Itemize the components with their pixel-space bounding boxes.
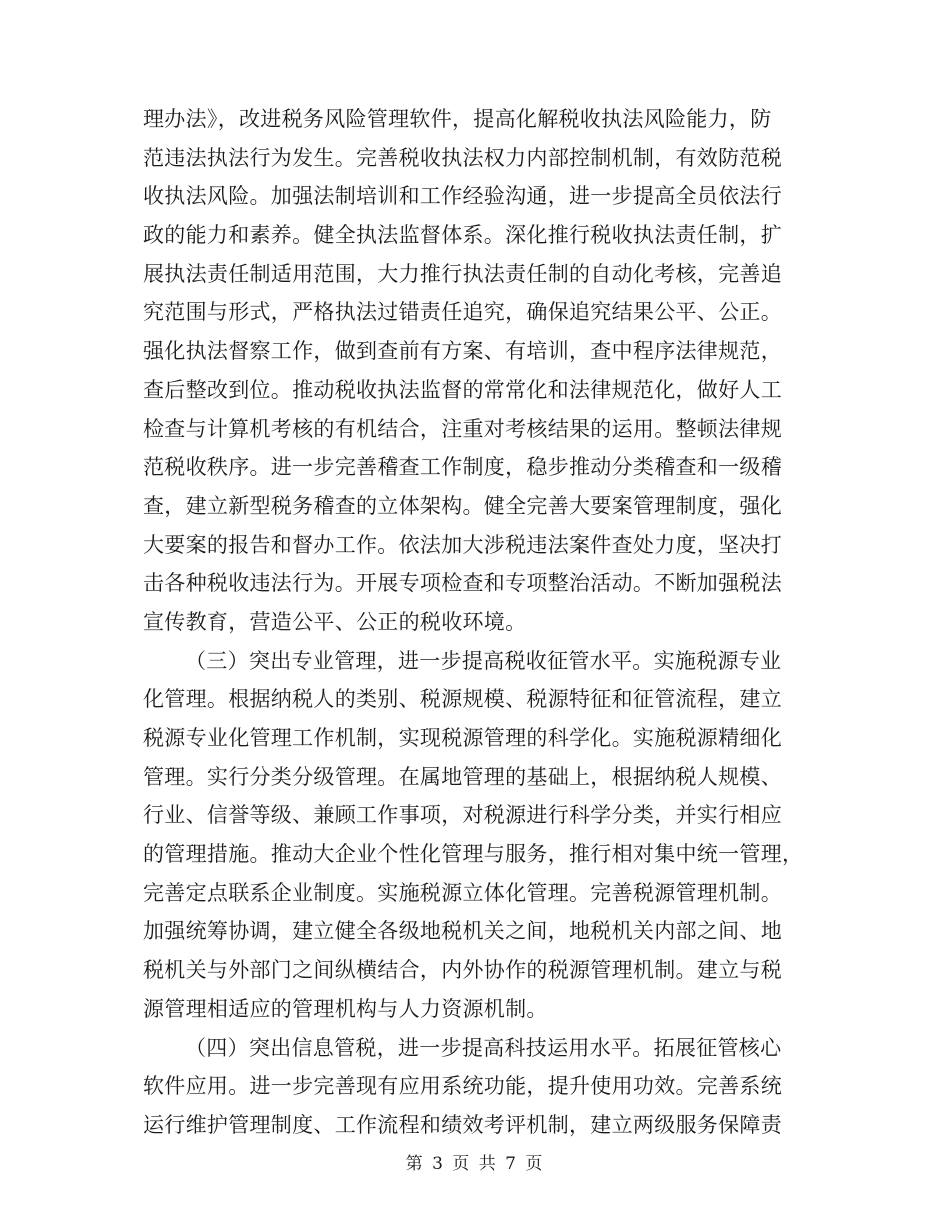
text-line: 税源专业化管理工作机制，实现税源管理的科学化。实施税源精细化 [143, 726, 782, 750]
text-line: 强化执法督察工作，做到查前有方案、有培训，查中程序法律规范， [143, 339, 782, 364]
text-line: 范税收秩序。进一步完善稽查工作制度，稳步推动分类稽查和一级稽 [143, 455, 782, 480]
text-line: 的管理措施。推动大企业个性化管理与服务，推行相对集中统一管理， [143, 842, 804, 867]
text-line: 检查与计算机考核的有机结合，注重对考核结果的运用。整顿法律规 [143, 416, 782, 441]
document-body [143, 100, 807, 1145]
text-line: （三）突出专业管理，进一步提高税收征管水平。实施税源专业 [185, 648, 782, 673]
text-line: 软件应用。进一步完善现有应用系统功能，提升使用功效。完善系统 [143, 1074, 782, 1099]
text-line: 展执法责任制适用范围，大力推行执法责任制的自动化考核，完善追 [143, 261, 782, 286]
text-line: 收执法风险。加强法制培训和工作经验沟通，进一步提高全员依法行 [143, 184, 782, 209]
text-line: 行业、信誉等级、兼顾工作事项，对税源进行科学分类，并实行相应 [143, 803, 782, 828]
text-line: 理办法》，改进税务风险管理软件，提高化解税收执法风险能力，防 [143, 107, 772, 131]
page-number-footer: 第 3 页 共 7 页 [405, 1154, 545, 1174]
text-line: 范违法执法行为发生。完善税收执法权力内部控制机制，有效防范税 [143, 145, 782, 170]
text-line: 击各种税收违法行为。开展专项检查和专项整治活动。不断加强税法 [143, 571, 782, 596]
text-line: 查，建立新型税务稽查的立体架构。健全完善大要案管理制度，强化 [143, 493, 782, 518]
text-line: 宣传教育，营造公平、公正的税收环境。 [143, 609, 527, 634]
text-line: 政的能力和素养。健全执法监督体系。深化推行税收执法责任制，扩 [143, 223, 782, 248]
text-line: 大要案的报告和督办工作。依法加大涉税违法案件查处力度，坚决打 [143, 532, 782, 557]
text-line: 运行维护管理制度、工作流程和绩效考评机制，建立两级服务保障责 [143, 1112, 782, 1137]
text-line: 加强统筹协调，建立健全各级地税机关之间，地税机关内部之间、地 [143, 919, 782, 944]
text-line: 究范围与形式，严格执法过错责任追究，确保追究结果公平、公正。 [143, 300, 782, 325]
text-line: （四）突出信息管税，进一步提高科技运用水平。拓展征管核心 [185, 1035, 782, 1060]
text-line: 源管理相适应的管理机构与人力资源机制。 [143, 996, 548, 1021]
text-line: 完善定点联系企业制度。实施税源立体化管理。完善税源管理机制。 [143, 880, 782, 905]
text-line: 化管理。根据纳税人的类别、税源规模、税源特征和征管流程，建立 [143, 687, 782, 712]
text-line: 税机关与外部门之间纵横结合，内外协作的税源管理机制。建立与税 [143, 958, 782, 983]
text-line: 管理。实行分类分级管理。在属地管理的基础上，根据纳税人规模、 [143, 764, 782, 789]
text-line: 查后整改到位。推动税收执法监督的常常化和法律规范化，做好人工 [143, 377, 782, 402]
